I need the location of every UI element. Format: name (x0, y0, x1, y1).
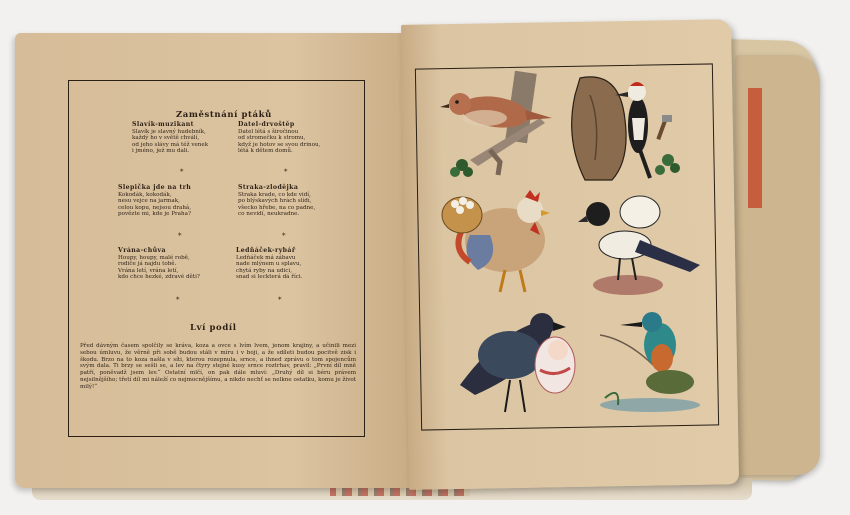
crow-illustration (460, 313, 575, 412)
hen-illustration (442, 190, 550, 292)
poem-text: Ledňáček má zábavu nade mlýnem u splavu, chytá ryby na udici, snad si leckterá dá říci. (236, 254, 303, 281)
poem-heading: Datel-drvoštěp (238, 121, 295, 128)
poem-heading: Slavík-muzikant (132, 121, 194, 128)
separator-star: * (178, 232, 182, 240)
poem-text: Houpy, houpy, malé robě, rodiče já najdu tobě. Vrána letí, vrána letí, kdo chce hezké, zdravé děti? (118, 254, 200, 281)
separator-star: * (176, 296, 180, 304)
kingfisher-illustration (600, 312, 700, 412)
nightingale-illustration (440, 71, 552, 177)
story-text: Před dávným časem spolčily se kráva, koza a ovce s lvím lvem, jenom krajiny, a učinili mezi sebou úmluvu, že věrně při sobě budou stáli v míru i v boji, a že sdíleti budou pocitvě zisk i škodu. Brzo na to koza našla v síti, kterou rozepnula, srnce, a ihned zprávu o tom spojencům svým dala. Ti brzy se sešli se, a lev na čtyry stejné kusy srnce roztrhav, pravil: „První díl mně patří, poněvadž jsem lev.“ Ostatní mlčí, on pak dále mluví: „Druhý díl si béru právem nejsilnějšího; třetí díl mi náleží co nejmocnějšímu, a nikdo nechť se nelkne ostatku, komu je život milý!“ (80, 343, 356, 390)
separator-star: * (278, 296, 282, 304)
poem-heading: Straka-zlodějka (238, 184, 299, 191)
magpie-illustration (578, 196, 700, 295)
separator-star: * (284, 168, 288, 176)
poem-heading: Ledňáček-rybář (236, 247, 296, 254)
separator-star: * (180, 168, 184, 176)
poem-text: Kokodák, kokodák, nesu vejce na jarmak, celou kopu, nejsou drahá, povězte mi, kde je Praha? (118, 191, 192, 218)
poem-heading: Vrána-chůva (118, 247, 166, 254)
poem-text: Slavík je slavný hudebník, každý ho v světě chválí, od jeho slávy má též venek i jméno, jež mu dali. (132, 128, 209, 155)
woodpecker-illustration (572, 77, 680, 180)
poem-text: Straka krade, co kde vidí, po blýskavých hrách slídí, všecko hřebe, na co padne, co nevidí, neukradne. (238, 191, 316, 218)
poem-text: Datel létá s širočinou od stromečku k stromu, když je hotov se svou drinou, létá k dětem domů. (238, 128, 321, 155)
page-title: Zaměstnání ptáků (176, 110, 272, 120)
poem-heading: Slepička jde na trh (118, 184, 192, 191)
story-title: Lví podíl (190, 323, 237, 333)
separator-star: * (282, 232, 286, 240)
